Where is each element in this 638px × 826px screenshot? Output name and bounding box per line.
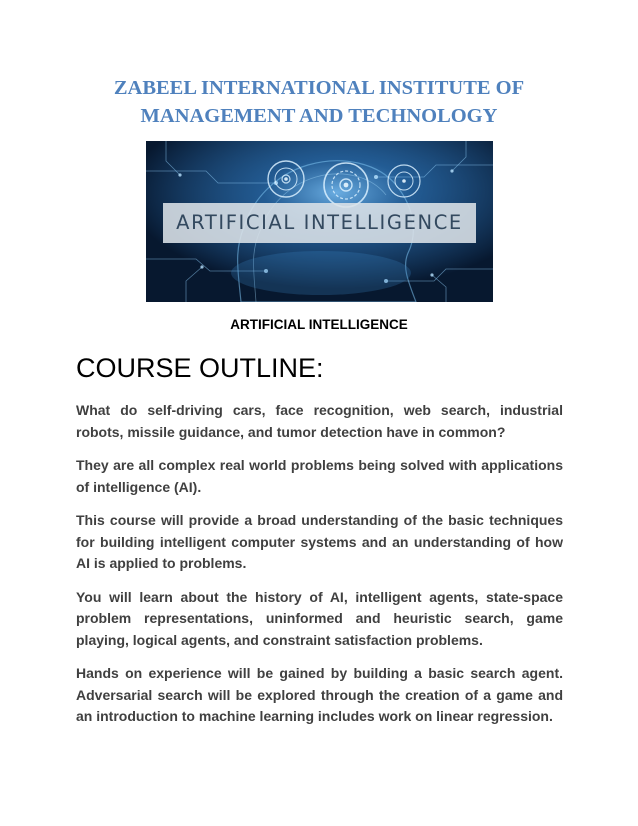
paragraph-5: Hands on experience will be gained by building a basic search agent. Adversarial search will be explored through the creation of a game and an introduction to machine learning includes work on linear regression. [76,665,563,724]
banner-title: ARTIFICIAL INTELLIGENCE [176,211,463,234]
paragraph-2: They are all complex real world problems being solved with applications of intelligence (AI). [76,457,563,495]
image-caption: ARTIFICIAL INTELLIGENCE [230,317,408,332]
institute-title [60,74,578,130]
paragraph-4: You will learn about the history of AI, intelligent agents, state-space problem representations, uninformed and heuristic search, game playing, logical agents, and constraint satisfaction problems. [76,588,563,648]
course-description [76,400,563,740]
institute-title-line-2: MANAGEMENT AND TECHNOLOGY [140,105,498,127]
ai-banner-image [146,141,493,302]
paragraph-3: This course will provide a broad understanding of the basic techniques for building intelligent computer systems and an understanding of how AI is applied to problems. [76,512,563,571]
institute-title-line-1: ZABEEL INTERNATIONAL INSTITUTE OF [113,77,525,99]
course-outline-heading: COURSE OUTLINE: [76,353,324,383]
paragraph-1: What do self-driving cars, face recognition, web search, industrial robots, missile guidance, and tumor detection have in common? [76,402,563,440]
